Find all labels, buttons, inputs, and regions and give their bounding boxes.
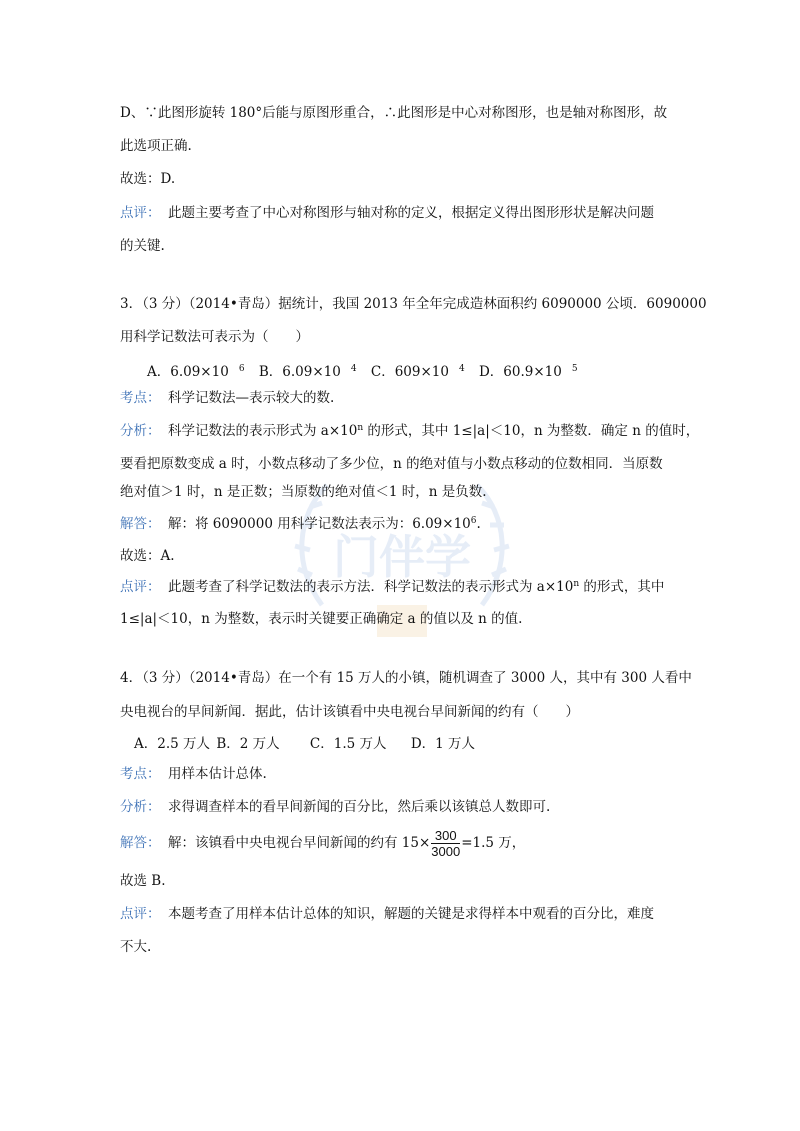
- q2-comment: [120, 203, 700, 223]
- q3-comment: 点评： 此题考查了科学记数法的表示方法．科学记数法的表示形式为 $a\times 10^n$ 的形式，其中: [120, 579, 665, 595]
- q4-analysis: [120, 797, 700, 817]
- q4-option-b: B．2 万人: [216, 736, 280, 752]
- q3-point: [120, 388, 700, 408]
- q3-analysis-cont: 要看把原数变成 a 时，小数点移动了多少位，n 的绝对值与小数点移动的位数相同．当原数: [120, 456, 663, 472]
- q3-stem-cont: 用科学记数法可表示为（ ）: [120, 329, 309, 345]
- comment-label: 点评：: [120, 205, 161, 221]
- q3-stem: 3．（3 分）（2014•青岛）据统计，我国 2013 年全年完成造林面积约 6090000 公顷．6090000: [120, 296, 707, 312]
- q4-comment: [120, 904, 700, 924]
- q4-stem: 4．（3 分）（2014•青岛）在一个有 15 万人的小镇，随机调查了 3000 人，其中有 300 人看中: [120, 670, 692, 686]
- analysis-label: 分析：: [120, 423, 161, 439]
- q2-comment-cont: 的关键.: [120, 238, 165, 254]
- q3-answer: 故选：A.: [120, 548, 175, 564]
- q4-option-d: D．1 万人: [410, 736, 476, 752]
- analysis-label: 分析：: [120, 799, 161, 815]
- q4-option-a: A．2.5 万人: [134, 736, 211, 752]
- q4-answer: 故选 B.: [120, 873, 166, 889]
- point-label: 考点：: [120, 390, 161, 406]
- q3-option-a: A．6.09×10 $^6$: [147, 364, 245, 380]
- point-text: 用样本估计总体.: [168, 766, 267, 782]
- point-label: 考点：: [120, 766, 161, 782]
- q3-analysis-cont2: 绝对值＞1 时，n 是正数；当原数的绝对值＜1 时，n 是负数.: [120, 484, 487, 500]
- q4-option-c: C．1.5 万人: [309, 736, 387, 752]
- q2-answer: 故选：D.: [120, 171, 176, 187]
- q4-solution: 解答： 解：该镇看中央电视台早间新闻的约有 15× $\frac{300}{3000}$ =1.5 万，: [120, 828, 526, 859]
- q3-options: [147, 362, 727, 382]
- q2-option-d-explanation-cont: 此选项正确.: [120, 138, 192, 154]
- q2-option-d-explanation: D、∵此图形旋转 180°后能与原图形重合，∴此图形是中心对称图形，也是轴对称图形，故: [120, 105, 668, 121]
- q4-options: [134, 734, 714, 754]
- solution-label: 解答：: [120, 516, 161, 532]
- q4-comment-cont: 不大.: [120, 939, 152, 955]
- comment-text: 此题主要考查了中心对称图形与轴对称的定义，根据定义得出图形形状是解决问题: [168, 205, 654, 221]
- q3-comment-cont: 1≤|a|＜10，n 为整数，表示时关键要正确确定 a 的值以及 n 的值.: [120, 611, 523, 627]
- fraction: $\frac{300}{3000}$: [431, 828, 461, 859]
- q3-analysis: 分析： 科学记数法的表示形式为 $a\times 10^n$ 的形式，其中 1≤|a|＜10，n 为整数．确定 n 的值时，: [120, 423, 700, 439]
- q4-point: [120, 764, 700, 784]
- q3-solution: 解答： 解：将 6090000 用科学记数法表示为：$6.09\times 10^6$.: [120, 516, 481, 532]
- q3-option-b: B．6.09×10 $^4$: [258, 364, 357, 380]
- comment-text: 本题考查了用样本估计总体的知识，解题的关键是求得样本中观看的百分比，难度: [168, 906, 654, 922]
- q3-option-c: C．609×10 $^4$: [370, 364, 465, 380]
- solution-label: 解答：: [120, 835, 161, 851]
- comment-label: 点评：: [120, 906, 161, 922]
- point-text: 科学记数法—表示较大的数.: [168, 390, 335, 406]
- analysis-text: 求得调查样本的看早间新闻的百分比，然后乘以该镇总人数即可.: [168, 799, 551, 815]
- q3-option-d: D．60.9×10 $^5$: [478, 364, 578, 380]
- comment-label: 点评：: [120, 579, 161, 595]
- q4-stem-cont: 央电视台的早间新闻．据此，估计该镇看中央电视台早间新闻的约有（ ）: [120, 704, 579, 720]
- watermark-text: 门伴学: [333, 530, 471, 584]
